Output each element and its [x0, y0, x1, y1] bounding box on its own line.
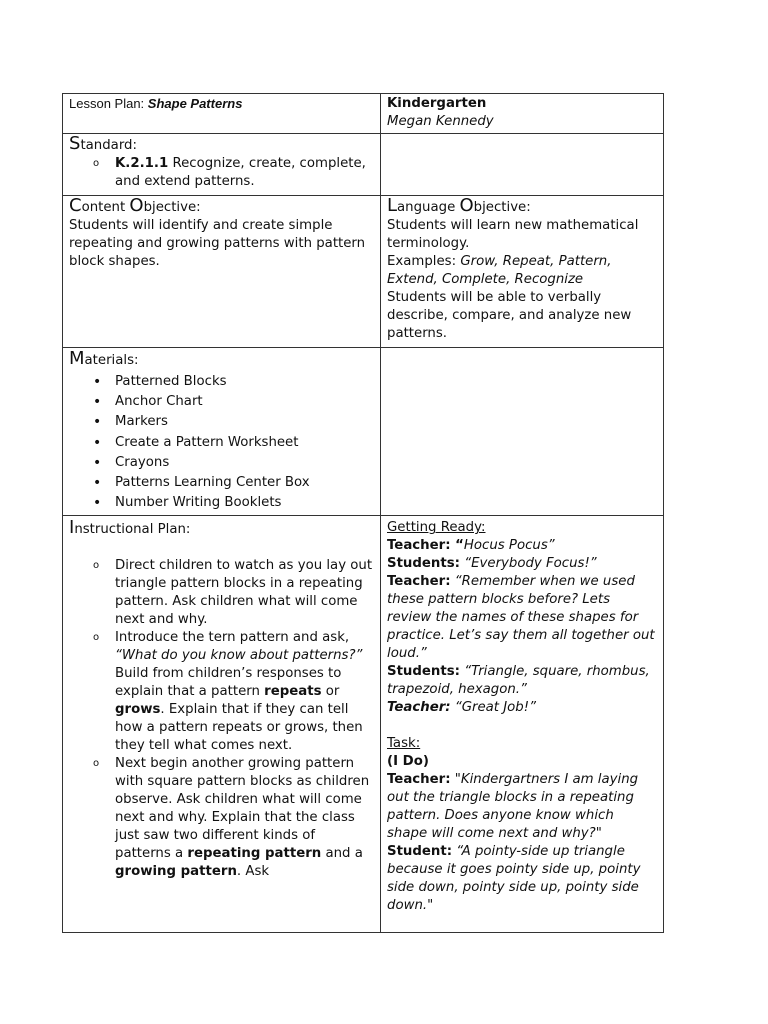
materials-heading [69, 350, 374, 370]
lesson-title: Shape Patterns [147, 96, 243, 111]
content-objective-cell [63, 196, 381, 348]
speaker: Teacher: [387, 700, 451, 716]
lesson-title-cell [63, 94, 381, 134]
step2-question: “What do you know about patterns?” [115, 648, 363, 664]
dialogue-line [387, 663, 657, 699]
step2-text-b: Build from children’s responses to explain that a pattern [115, 666, 342, 700]
line-text: "Kindergartners I am laying out the triangle blocks in a repeating pattern. Does anyone know which shape will come next and why?" [387, 772, 639, 842]
content-objective-text: Students will identify and create simple repeating and growing patterns with pattern block shapes. [69, 218, 366, 269]
list-item: • Number Writing Booklets [69, 493, 374, 513]
speaker: Students: [387, 664, 460, 680]
materials-empty-cell [381, 348, 664, 516]
speaker: Students: [387, 556, 460, 572]
content-objective-heading [69, 197, 374, 217]
step2-text-c: . Explain that if they can tell how a pattern repeats or grows, then they tell what comes next. [115, 702, 363, 754]
list-item: • Create a Pattern Worksheet [69, 433, 374, 453]
dialogue-cell [381, 516, 664, 933]
dialogue-line [387, 843, 657, 915]
author: Megan Kennedy [387, 114, 494, 129]
line-text: Hocus Pocus” [463, 538, 555, 554]
language-label: anguage [397, 200, 460, 215]
getting-ready-heading: Getting Ready: [387, 520, 486, 536]
list-item: • Patterns Learning Center Box [69, 473, 374, 493]
speaker: Teacher: [387, 574, 451, 590]
content-label: ontent [81, 200, 130, 215]
language-initial: L [387, 195, 398, 216]
materials-cell [63, 348, 381, 516]
content-initial: C [69, 195, 82, 216]
standard-empty-cell [381, 134, 664, 196]
grade: Kindergarten [387, 96, 487, 111]
standard-label: tandard: [80, 138, 137, 153]
step3-text-a: Next begin another growing pattern with square pattern blocks as children observe. Ask children what will come next and why. Explain that the class just saw two different kinds of patterns a [115, 756, 370, 862]
materials-row [63, 348, 664, 516]
examples-label: Examples: [387, 254, 461, 269]
dialogue-line [387, 537, 657, 555]
lesson-plan-table [62, 93, 664, 933]
examples-list: Grow, Repeat, Pattern, Extend, Complete, Recognize [387, 254, 612, 287]
standard-cell [63, 134, 381, 196]
step2-grows: grows [115, 702, 161, 718]
objective-label: bjective: [143, 200, 201, 215]
dialogue-line [387, 555, 657, 573]
list-item: • Crayons [69, 453, 374, 473]
lang-objective-initial: O [459, 195, 474, 216]
instruction-row [63, 516, 664, 933]
standard-item [69, 155, 374, 191]
instructional-label: nstructional Plan: [74, 522, 191, 538]
step2-repeats: repeats [264, 684, 322, 700]
language-objective-text2: Students will be able to verbally describe, compare, and analyze new patterns. [387, 290, 632, 341]
language-objective-text1: Students will learn new mathematical terminology. [387, 218, 639, 251]
list-item: • Anchor Chart [69, 392, 374, 412]
line-text: “Everybody Focus!” [460, 556, 597, 572]
line-text: “Triangle, square, rhombus, trapezoid, hexagon.” [387, 664, 650, 698]
objective-row [63, 196, 664, 348]
speaker: Teacher: [387, 772, 451, 788]
task-heading: Task: [387, 736, 421, 752]
materials-list [69, 372, 374, 513]
step3-growing: growing pattern [115, 864, 237, 880]
language-objective-examples [387, 253, 657, 289]
instructional-initial: I [69, 517, 75, 539]
dialogue-line [387, 573, 657, 663]
list-item: o Direct children to watch as you lay out triangle pattern blocks in a repeating pattern. Ask children what will come next and why. [69, 557, 374, 629]
header-row [63, 94, 664, 134]
standard-row [63, 134, 664, 196]
standard-list [69, 155, 374, 191]
dialogue-line [387, 771, 657, 843]
language-objective-heading [387, 197, 657, 217]
standard-initial: S [69, 133, 81, 154]
instruction-steps [69, 557, 374, 881]
line-text: “Great Job!” [450, 700, 536, 716]
instructional-plan-cell [63, 516, 381, 933]
materials-label: aterials: [84, 353, 139, 368]
speaker: Student: [387, 844, 453, 860]
step2-or: or [321, 684, 340, 700]
step3-repeating: repeating pattern [187, 846, 322, 862]
line-text: “Remember when we used these pattern blocks before? Lets review the names of these shapes for practice. Let’s say them all together out loud.” [387, 574, 655, 662]
lang-objective-label: bjective: [473, 200, 531, 215]
list-item [69, 629, 374, 755]
objective-initial: O [129, 195, 144, 216]
step2-text-a: Introduce the tern pattern and ask, [115, 630, 350, 646]
language-objective-cell [381, 196, 664, 348]
task-phase: (I Do) [387, 754, 429, 770]
lesson-prefix: Lesson Plan: [69, 96, 148, 111]
materials-initial: M [69, 348, 85, 369]
standard-text: Recognize, create, complete, and extend patterns. [115, 156, 366, 189]
list-item: • Patterned Blocks [69, 372, 374, 392]
dialogue-line [387, 699, 657, 717]
list-item [69, 755, 374, 881]
list-item: • Markers [69, 412, 374, 432]
instructional-plan-heading [69, 519, 374, 539]
step3-and: and a [321, 846, 363, 862]
speaker: Teacher: “ [387, 538, 464, 554]
line-text: “A pointy-side up triangle because it goes pointy side up, pointy side down, pointy side up, pointy side down." [387, 844, 641, 914]
standard-heading [69, 135, 374, 155]
step3-text-b: . Ask [236, 864, 270, 880]
grade-cell [381, 94, 664, 134]
standard-code: K.2.1.1 [115, 156, 169, 171]
